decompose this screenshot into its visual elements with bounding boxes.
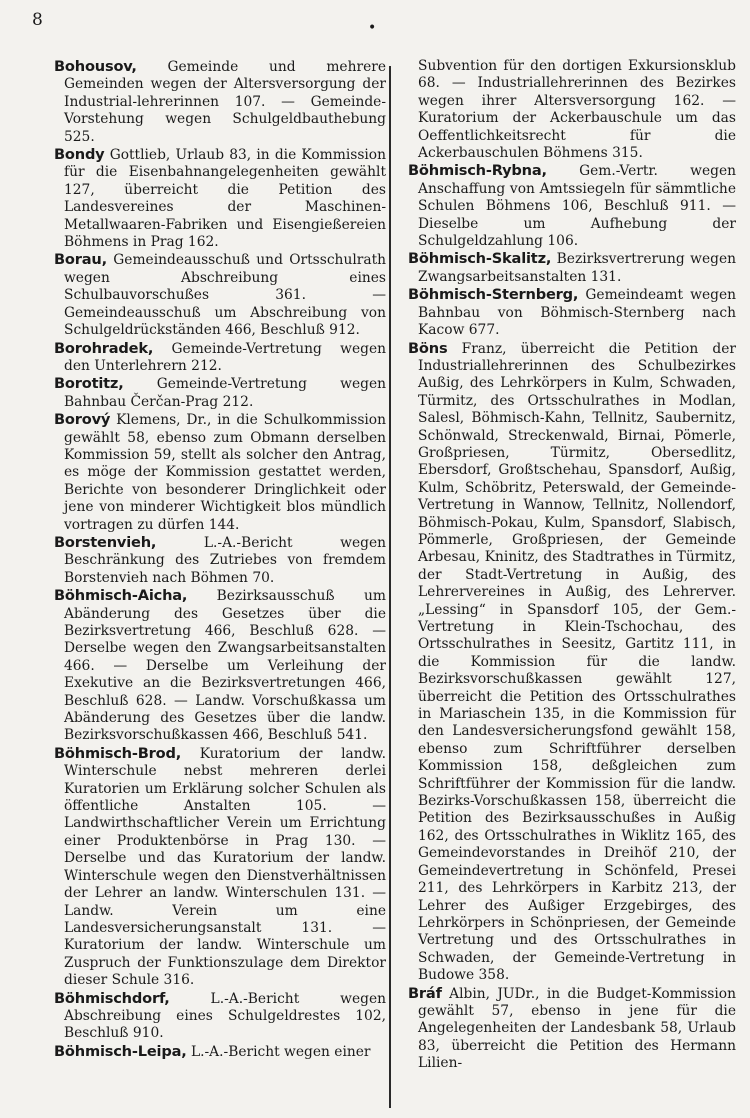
index-entry	[42, 587, 386, 745]
entry-text: Gemeinde-Vertretung wegen den Unterlehrern 212.	[64, 340, 387, 374]
index-entry	[396, 58, 736, 162]
index-entry	[396, 985, 736, 1073]
entry-headword: Borohradek,	[54, 339, 154, 357]
entry-headword: Böhmisch-Brod,	[54, 744, 182, 762]
entry-text: Albin, JUDr., in die Budget-Kommission gewählt 57, ebenso in jene für die Angelegenheiten der Landesbank 58, Urlaub 83, überreicht die Petition des Hermann Lilien-	[418, 985, 736, 1072]
entry-text: Bezirksvertrerung wegen Zwangsarbeitsanstalten 131.	[418, 251, 736, 285]
left-column	[42, 58, 386, 1061]
entry-headword: Böhmisch-Skalitz,	[408, 250, 552, 268]
index-entry	[396, 340, 736, 985]
right-column	[396, 58, 736, 1073]
index-entry	[42, 340, 386, 376]
entry-text: Gottlieb, Urlaub 83, in die Kommission für die Eisenbahnangelegenheiten gewählt 127, überreicht die Petition des Landesvereines der Maschinen-Metallwaaren-Fabriken und Eisengießereien Böhmens in Prag 162.	[64, 147, 386, 251]
entry-headword: Bondy	[54, 146, 105, 164]
entry-headword: Böns	[408, 339, 448, 357]
index-entry	[42, 251, 386, 339]
entry-text: Subvention für den dortigen Exkursionsklub 68. — Industriallehrerinnen des Bezirkes wegen ihrer Altersversorgung 162. — Kuratorium der Ackerbauschule um das Oeffentlichkeitsrecht für die Ackerbauschulen Böhmens 315.	[418, 58, 736, 162]
entry-headword: Böhmischdorf,	[54, 989, 170, 1007]
index-entry	[42, 58, 386, 146]
entry-text: L.-A.-Bericht wegen Abschreibung eines Schulgeldrestes 102, Beschluß 910.	[64, 990, 386, 1042]
entry-headword: Borový	[54, 411, 111, 429]
entry-headword: Borau,	[54, 251, 107, 269]
entry-headword: Böhmisch-Aicha,	[54, 587, 188, 605]
entry-text: L.-A.-Bericht wegen einer	[190, 1043, 371, 1060]
page-number: 8	[32, 10, 43, 30]
entry-text: L.-A.-Bericht wegen Beschränkung des Zutriebes von fremdem Borstenvieh nach Böhmen 70.	[64, 534, 387, 586]
entry-text: Kuratorium der landw. Winterschule nebst mehreren derlei Kuratorien um Erklärung solcher Schulen als öffentliche Anstalten 105. — Landwirthschaftlicher Verein um Errichtung einer Produktenbörse in Prag 130. — Derselbe und das Kuratorium der landw. Winterschule wegen den Dienstverhältnissen der Lehrer an landw. Winterschulen 131. — Landw. Verein um eine Landesversicherungsanstalt 131. — Kuratorium der landw. Winterschule um Zuspruch der Funktionszulage dem Direktor dieser Schule 316.	[64, 745, 386, 989]
index-entry	[42, 411, 386, 534]
entry-text: Franz, überreicht die Petition der Industriallehrerinnen des Schulbezirkes Außig, des Lehrkörpers in Kulm, Schwaden, Türmitz, des Ortsschulrathes in Modlan, Salesl, Böhmisch-Kahn, Tellnitz, Saubernitz, Schönwald, Streckenwald, Birnai, Pömerle, Großpriesen, Türmitz, Obersedlitz, Ebersdorf, Großtschehau, Spansdorf, Außig, Kulm, Schöbritz, Peterswald, der Gemeinde-Vertretung in Wannow, Tellnitz, Nollendorf, Böhmisch-Pokau, Kulm, Spansdorf, Slabisch, Pömmerle, Großpriesen, der Gemeinde Arbesau, Kninitz, des Stadtrathes in Türmitz, der Stadt-Vertretung in Außig, des Lehrervereines in Außig, des Lehrerver. „Lessing“ in Spansdorf 105, der Gem.-Vertretung in Klein-Tschochau, des Ortsschulrathes in Seesitz, Gartitz 111, in die Kommission für die landw. Bezirksvorschußkassen gewählt 127, überreicht die Petition des Ortsschulrathes in Mariaschein 135, in die Kommission für den Landesversicherungsfond gewählt 158, ebenso zum Schriftführer derselben Kommission 158, deßgleichen zum Schriftführer der Kommission für die landw. Bezirks-Vorschußkassen 158, überreicht die Petition des Bezirksausschußes in Außig 162, des Ortsschulrathes in Wiklitz 165, des Gemeindevorstandes in Dreihöf 210, der Gemeindevertretung in Schönfeld, Presei 211, des Lehrkörpers in Karbitz 213, der Lehrer des Außiger Erzgebirges, des Lehrkörpers in Schönpriesen, der Gemeinde Vertretung und des Ortsschulrathes in Schwaden, der Gemeinde-Vertretung in Budowe 358.	[418, 340, 736, 984]
entry-text: Gemeindeamt wegen Bahnbau von Böhmisch-Sternberg nach Kacow 677.	[418, 287, 736, 339]
entry-text: Bezirksausschuß um Abänderung des Gesetzes über die Bezirksvertretung 466, Beschluß 628. — Derselbe wegen den Zwangsarbeitsanstalten 466. — Derselbe um Verleihung der Exekutive an die Bezirksvertretungen 466, Beschluß 628. — Landw. Vorschußkassa um Abänderung des Gesetzes über die landw. Bezirksvorschußkassen 466, Beschluß 541.	[64, 588, 386, 744]
entry-headword: Borotitz,	[54, 375, 124, 393]
index-entry	[42, 146, 386, 251]
entry-text: Gem.-Vertr. wegen Anschaffung von Amtssiegeln für sämmtliche Schulen Böhmens 106, Beschluß 911. — Dieselbe um Aufhebung der Schulgeldzahlung 106.	[418, 163, 736, 250]
index-entry	[396, 286, 736, 339]
entry-text: Gemeindeausschuß und Ortsschulrath wegen Abschreibung eines Schulbauvorschußes 361. — Gemeindeausschuß um Abschreibung von Schulgeldrückständen 466, Beschluß 912.	[64, 252, 386, 339]
entry-headword: Böhmisch-Sternberg,	[408, 286, 579, 304]
index-entry	[42, 534, 386, 587]
index-entry	[396, 250, 736, 286]
entry-headword: Borstenvieh,	[54, 533, 157, 551]
entry-text: Gemeinde-Vertretung wegen Bahnbau Čerčan-Prag 212.	[64, 376, 387, 410]
entry-headword: Bohousov,	[54, 58, 137, 75]
entry-text: Gemeinde und mehrere Gemeinden wegen der Altersversorgung der Industrial-lehrerinnen 107. — Gemeinde-Vorstehung wegen Schulgeldbauthebung 525.	[64, 59, 386, 145]
center-mark: •	[368, 20, 377, 36]
entry-text: Klemens, Dr., in die Schulkommission gewählt 58, ebenso zum Obmann derselben Kommission 59, stellt als solcher den Antrag, es möge der Kommission gestattet werden, Berichte von besonderer Dringlichkeit oder jene von minderer Wichtigkeit blos mündlich vortragen zu dürfen 144.	[64, 412, 386, 533]
entry-headword: Bráf	[408, 984, 442, 1002]
column-divider	[389, 66, 391, 1108]
entry-headword: Böhmisch-Rybna,	[408, 162, 547, 180]
index-entry	[42, 1043, 386, 1061]
index-entry	[42, 990, 386, 1043]
entry-headword: Böhmisch-Leipa,	[54, 1042, 187, 1060]
index-entry	[42, 375, 386, 411]
index-entry	[396, 162, 736, 250]
index-entry	[42, 745, 386, 990]
